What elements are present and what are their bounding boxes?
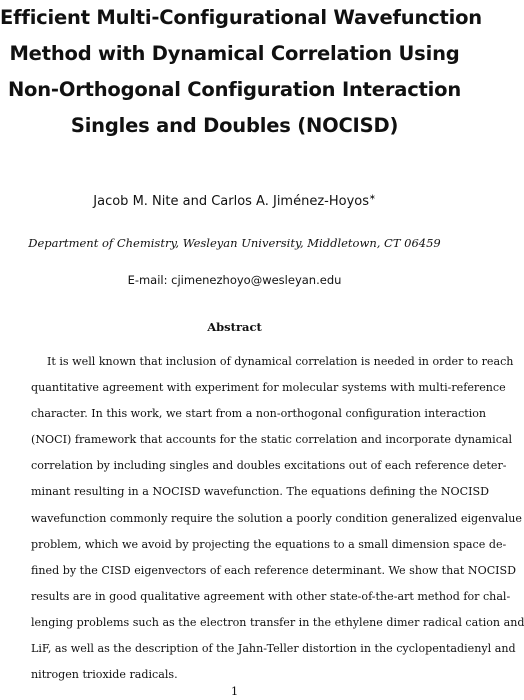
abstract-line: lenging problems such as the electron transfer in the ethylene dimer radical cation and — [31, 615, 524, 629]
abstract-body — [31, 349, 524, 688]
paper-title — [0, 0, 482, 144]
author-list — [0, 193, 469, 211]
title-line-4: Singles and Doubles (NOCISD) — [70, 114, 399, 137]
abstract-line: fined by the CISD eigenvectors of each reference determinant. We show that NOCISD — [31, 563, 517, 577]
abstract-line: correlation by including singles and doubles excitations out of each reference deter- — [31, 459, 507, 473]
abstract-line: (NOCI) framework that accounts for the static correlation and incorporate dynamical — [31, 433, 513, 447]
abstract-heading: Abstract — [207, 320, 262, 334]
abstract-line: minant resulting in a NOCISD wavefunction. The equations defining the NOCISD — [31, 485, 489, 499]
title-line-3: Non-Orthogonal Configuration Interaction — [7, 78, 462, 101]
abstract-line: LiF, as well as the description of the Jahn-Teller distortion in the cyclopentadienyl and — [31, 642, 516, 656]
abstract-line: wavefunction commonly require the solution a poorly condition generalized eigenvalue — [31, 511, 522, 525]
abstract-line: nitrogen trioxide radicals. — [31, 668, 178, 682]
title-line-2: Method with Dynamical Correlation Using — [9, 42, 460, 65]
affiliation: Department of Chemistry, Wesleyan University, Middletown, CT 06459 — [28, 236, 441, 250]
abstract-line: character. In this work, we start from a non-orthogonal configuration interaction — [31, 407, 487, 421]
author-names: Jacob M. Nite and Carlos A. Jiménez-Hoyos — [93, 194, 369, 209]
abstract-line: results are in good qualitative agreement with other state-of-the-art method for chal- — [31, 589, 511, 603]
abstract-line: quantitative agreement with experiment for molecular systems with multi-reference — [31, 381, 506, 395]
page-number: 1 — [230, 684, 239, 698]
corresponding-author-mark: ∗ — [369, 192, 376, 202]
title-line-1: Efficient Multi-Configurational Wavefunction — [0, 6, 482, 29]
abstract-line: It is well known that inclusion of dynamical correlation is needed in order to reach — [47, 355, 514, 368]
abstract-line: problem, which we avoid by projecting the equations to a small dimension space de- — [31, 537, 507, 551]
contact-email[interactable]: E-mail: cjimenezhoyo@wesleyan.edu — [127, 273, 342, 287]
